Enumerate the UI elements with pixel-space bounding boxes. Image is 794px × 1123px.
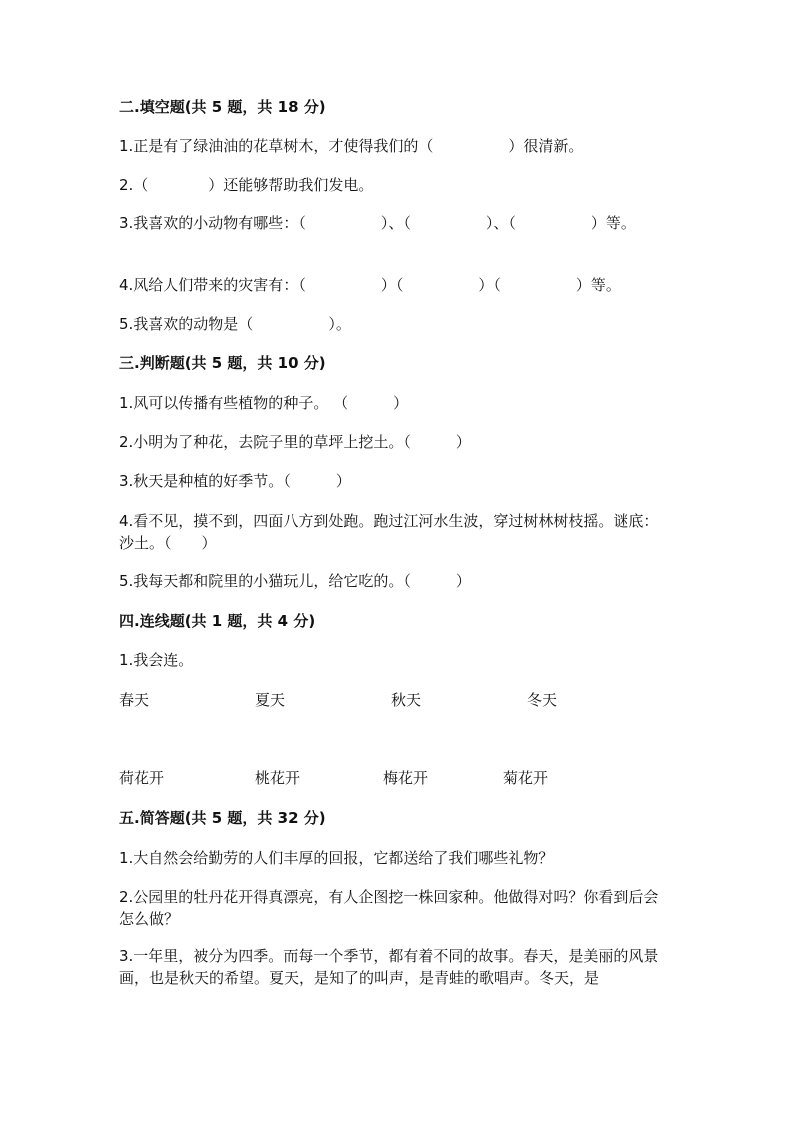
- match-flower-plum: 梅花开: [383, 769, 429, 787]
- section-heading-judge: 三.判断题(共 5 题，共 10 分): [119, 354, 326, 372]
- match-season-summer: 夏天: [255, 691, 286, 709]
- judge-question-3: 3.秋天是种植的好季节。（ ）: [119, 472, 351, 490]
- match-question-1: 1.我会连。: [119, 651, 194, 669]
- fill-question-2: 2.（ ）还能够帮助我们发电。: [119, 176, 374, 194]
- fill-question-5: 5.我喜欢的动物是（ ）。: [119, 315, 351, 333]
- section-heading-match: 四.连线题(共 1 题，共 4 分): [119, 612, 316, 630]
- short-question-2: 2.公园里的牡丹花开得真漂亮，有人企图挖一株回家种。他做得对吗？你看到后会怎么做？: [119, 888, 659, 928]
- match-season-autumn: 秋天: [391, 691, 422, 709]
- short-question-3: 3.一年里，被分为四季。而每一个季节，都有着不同的故事。春天，是美丽的风景画，也是秋天的希望。夏天，是知了的叫声，是青蛙的歌唱声。冬天，是: [119, 947, 659, 987]
- section-heading-fill: 二.填空题(共 5 题，共 18 分): [119, 98, 326, 116]
- judge-question-5: 5.我每天都和院里的小猫玩儿，给它吃的。（ ）: [119, 572, 471, 590]
- match-season-spring: 春天: [119, 691, 150, 709]
- judge-question-4: 4.看不见，摸不到，四面八方到处跑。跑过江河水生波，穿过树林树枝摇。谜底：沙土。（ ）: [119, 512, 659, 552]
- fill-question-1: 1.正是有了绿油油的花草树木，才使得我们的（ ）很清新。: [119, 137, 584, 155]
- match-flower-lotus: 荷花开: [119, 769, 165, 787]
- match-flower-chrysanthemum: 菊花开: [503, 769, 549, 787]
- fill-question-4: 4.风给人们带来的灾害有：（ ）（ ）（ ）等。: [119, 276, 621, 294]
- section-heading-short: 五.简答题(共 5 题，共 32 分): [119, 809, 326, 827]
- match-flower-peach: 桃花开: [255, 769, 301, 787]
- fill-question-3: 3.我喜欢的小动物有哪些：（ ）、（ ）、（ ）等。: [119, 214, 636, 232]
- match-season-winter: 冬天: [527, 691, 558, 709]
- judge-question-2: 2.小明为了种花，去院子里的草坪上挖土。（ ）: [119, 433, 471, 451]
- judge-question-1: 1.风可以传播有些植物的种子。 （ ）: [119, 394, 409, 412]
- short-question-1: 1.大自然会给勤劳的人们丰厚的回报，它都送给了我们哪些礼物？: [119, 849, 554, 867]
